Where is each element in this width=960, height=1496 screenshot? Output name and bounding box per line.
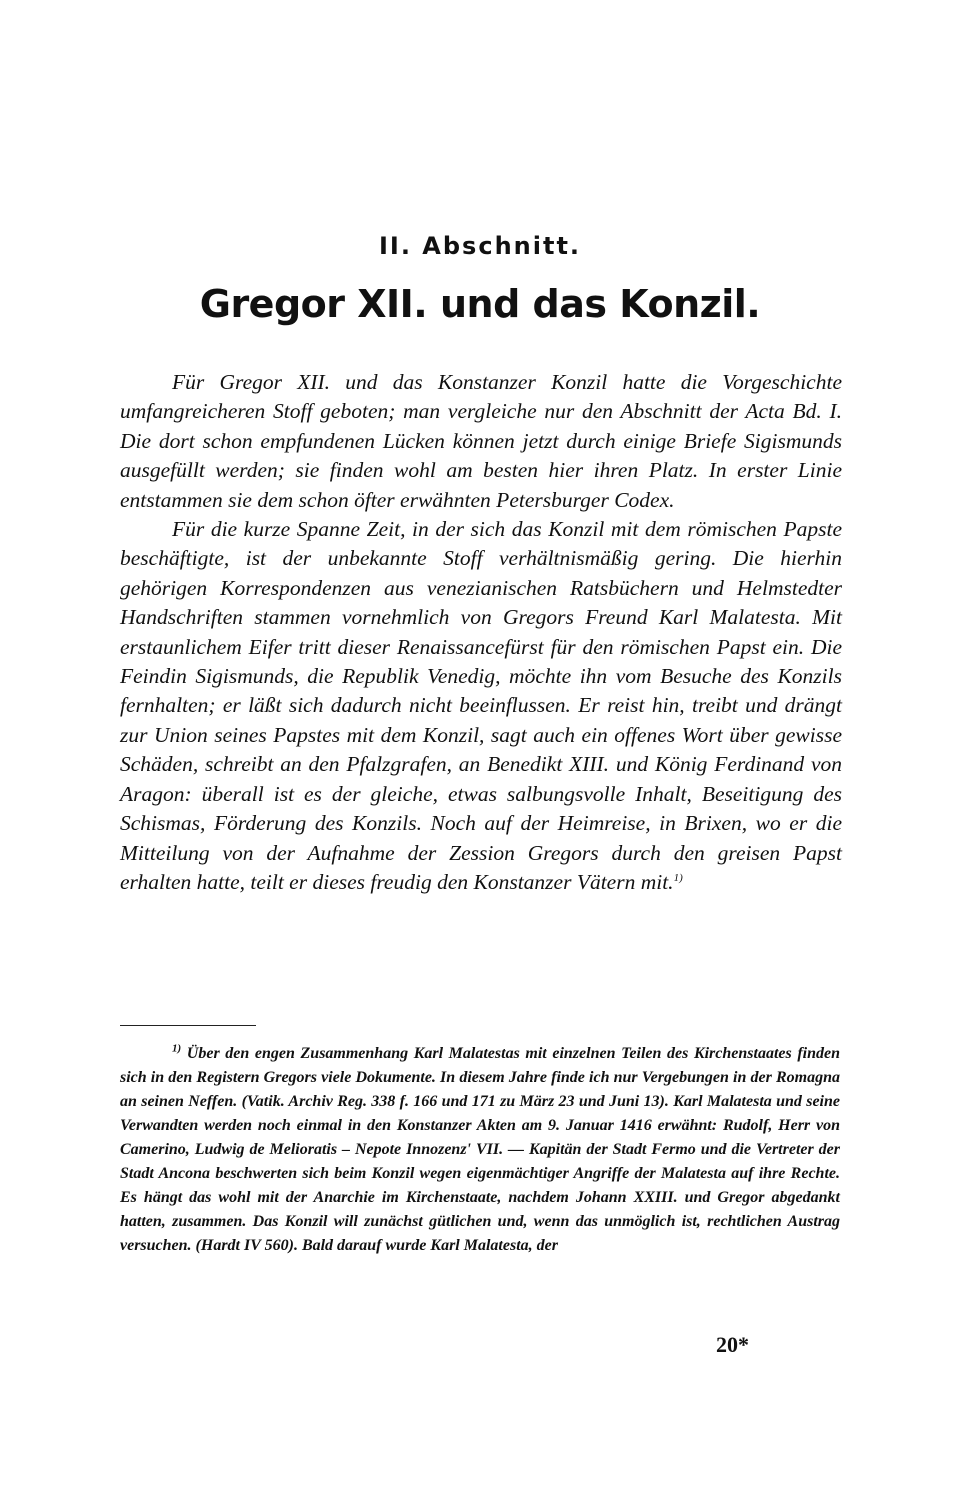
footnote	[120, 1042, 840, 1258]
footnote-marker: 1)	[172, 1042, 182, 1055]
paragraph-1: Für Gregor XII. und das Konstanzer Konzil hatte die Vorgeschichte umfangreicheren Stoff geboten; man vergleiche nur den Abschnitt der Acta Bd. I. Die dort schon empfundenen Lücken können jetzt durch einige Briefe Sigismunds ausgefüllt werden; sie finden wohl am besten hier ihren Platz. In erster Linie entstammen sie dem schon öfter erwähnten Petersburger Codex.	[120, 370, 842, 512]
main-text	[120, 368, 842, 897]
footnote-text: Über den engen Zusammenhang Karl Malatestas mit einzelnen Teilen des Kirchenstaates finden sich in den Registern Gregors viele Dokumente. In diesem Jahre finde ich nur Vergebungen in der Romagna an seinen Neffen. (Vatik. Archiv Reg. 338 f. 166 und 171 zu März 23 und Juni 13). Karl Malatesta und seine Verwandten werden noch einmal in den Konstanzer Akten am 9. Januar 1416 erwähnt: Rudolf, Herr von Camerino, Ludwig de Melioratis – Nepote Innozenz' VII. — Kapitän der Stadt Fermo und die Vertreter der Stadt Ancona beschwerten sich beim Konzil wegen eigenmächtiger Angriffe der Malatesta auf ihre Rechte. Es hängt das wohl mit der Anarchie im Kirchenstaate, nachdem Johann XXIII. und Gregor abgedankt hatten, zusammen. Das Konzil will zunächst gütlichen und, wenn das unmöglich ist, rechtlichen Austrag versuchen. (Hardt IV 560). Bald darauf wurde Karl Malatesta, der	[120, 1045, 841, 1254]
footnote-rule	[120, 1025, 256, 1026]
footnote-reference: 1)	[673, 871, 683, 884]
signature-mark: 20*	[716, 1332, 749, 1357]
section-label: II. Abschnitt.	[378, 232, 582, 260]
paragraph-2	[120, 515, 842, 897]
chapter-title: Gregor XII. und das Konzil.	[199, 282, 761, 326]
paragraph-2-text: Für die kurze Spanne Zeit, in der sich das Konzil mit dem römischen Papste beschäftigte, ist der unbekannte Stoff verhältnismäßig gering. Die hierhin gehörigen Korrespondenzen aus venezianischen Ratsbüchern und Helmstedter Handschriften stammen vornehmlich von Gregors Freund Karl Malatesta. Mit erstaunlichem Eifer tritt dieser Renaissancefürst für den römischen Papst ein. Die Feindin Sigismunds, die Republik Venedig, möchte ihn vom Besuche des Konzils fernhalten; er läßt sich dadurch nicht beeinflussen. Er reist hin, treibt und drängt zur Union seines Papstes mit dem Konzil, sagt auch ein offenes Wort über gewisse Schäden, schreibt an den Pfalzgrafen, an Benedikt XIII. und König Ferdinand von Aragon: überall ist es der gleiche, etwas salbungsvolle Inhalt, Beseitigung des Schismas, Förderung des Konzils. Noch auf der Heimreise, in Brixen, wo er die Mitteilung von der Aufnahme der Zession Gregors durch den greisen Papst erhalten hatte, teilt er dieses freudig den Konstanzer Vätern mit.	[120, 517, 842, 894]
